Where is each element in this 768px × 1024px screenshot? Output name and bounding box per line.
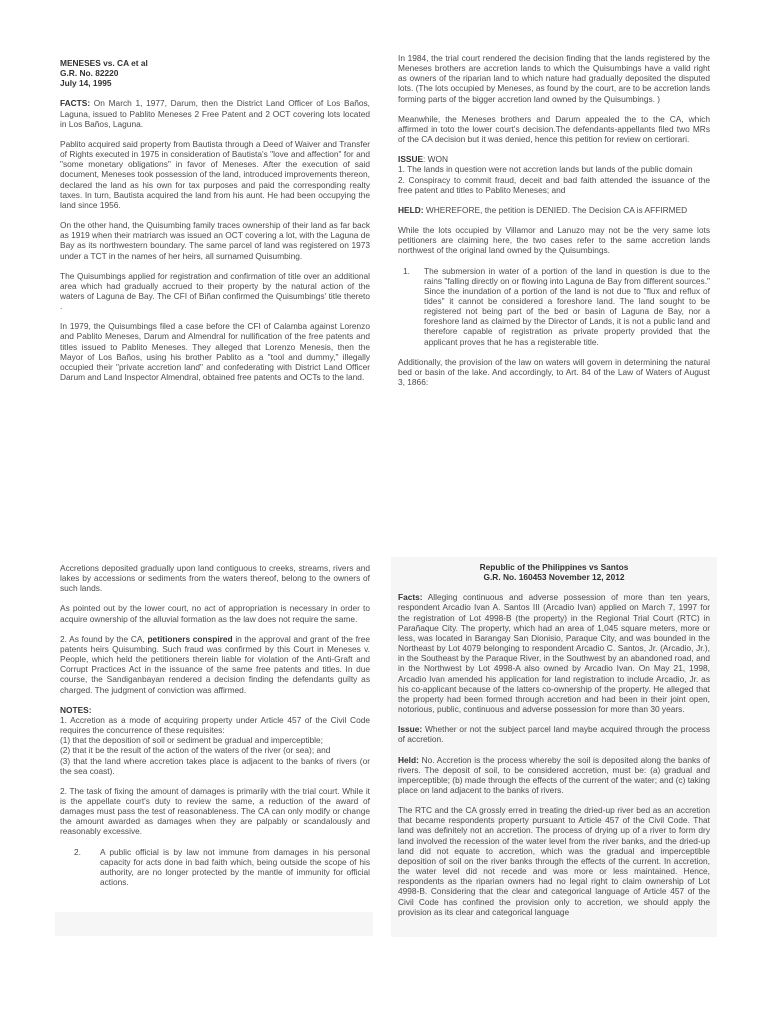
note-item: 1. Accretion as a mode of acquiring property under Article 457 of the Civil Code requires the concurrence of these requisites: (60, 714, 370, 736)
case-number: G.R. No. 160453 November 12, 2012 (483, 572, 625, 583)
issue-paragraph (398, 724, 710, 744)
list-number: 1. (403, 265, 410, 276)
top-left-column (60, 58, 370, 392)
paragraph: Accretions deposited gradually upon land contiguous to creeks, streams, rivers and lakes by accessions or sediments from the waters thereof, belong to the owners of such lands. (60, 563, 370, 594)
issue-text: Whether or not the subject parcel land maybe acquired through the process of accretion. (398, 724, 710, 745)
issue-value: : WON (423, 154, 449, 165)
shaded-panel-small (55, 912, 373, 936)
case-title: MENESES vs. CA et al (60, 58, 148, 68)
paragraph: The Quisumbings applied for registration and confirmation of title over an additional area which had gradually accrued to their property by the natural action of the waters of Laguna de Bay. The CFI of Biñan confirmed the Quisumbings' title thereto . (60, 270, 370, 312)
list-text: A public official is by law not immune from damages in his personal capacity for acts done in bad faith which, being outside the scope of his authority, are no longer protected by the mantle of immunity for official actions. (100, 846, 370, 888)
issue-label: Issue: (398, 724, 423, 735)
paragraph: The RTC and the CA grossly erred in treating the dried-up river bed as an accretion that became respondents property pursuant to Article 457 of the Civil Code. That land was definitely not an accretion. The process of drying up of a river to form dry land involved the recession of the water level from the river banks, and the dried-up land did not equate to accretion, which was the gradual and imperceptible deposition of soil on the river banks through the effects of the current. In accretion, the water level did not recede and was more or less maintained. Hence, respondents as the riparian owners had no legal right to claim ownership of Lot 4998-B. Considering that the clear and categorical language of Article 457 of the Civil Code has confined the provision only to accretion, we should apply the provision as its clear and categorical language (398, 805, 710, 917)
held-text: WHEREFORE, the petition is DENIED. The Decision CA is AFFIRMED (423, 204, 688, 215)
note-subitem: (3) that the land where accretion takes place is adjacent to the banks of rivers (or the sea coast). (60, 755, 370, 776)
held-paragraph (398, 205, 710, 215)
list-item (398, 266, 710, 347)
bold-phrase: petitioners conspired (147, 633, 233, 644)
paragraph: Additionally, the provision of the law on waters will govern in determining the natural bed or basin of the lake. And accordingly, to Art. 84 of the Law of Waters of August 3, 1866: (398, 356, 710, 388)
paragraph: On the other hand, the Quisumbing family traces ownership of their land as far back as 1919 when their matriarch was issued an OCT covering a lot, with the Laguna de Bay as its northwestern boundary. The same parcel of land was registered on 1973 under a TCT in the names of her heirs, all surnamed Quisumbing. (60, 220, 370, 261)
held-text: No. Accretion is the process whereby the soil is deposited along the banks of rivers. The deposit of soil, to be considered accretion, must be: (a) gradual and imperceptible; (b) made through the effects of the current of the water; and (c) taking place on land adjacent to the banks of rivers. (398, 754, 710, 795)
facts-text: Alleging continuous and adverse possession of more than ten years, respondent Arcadio Ivan A. Santos III (Arcadio Ivan) applied on March 7, 1997 for the registration of Lot 4998-B (the property) in the Regional Trial Court (RTC) in Parañaque City. The property, which had an area of 1,045 square meters, more or less, was located in Barangay San Dionisio, Paraque City, and was bounded in the Northeast by Lot 4079 belonging to respondent Arcadio C. Santos, Jr. (Arcadio, Jr.), in the Southeast by the Paraque River, in the Southwest by an abandoned road, and in the Northwest by Lot 4998-A also owned by Arcadio Ivan. On May 21, 1998, Arcadio Ivan amended his application for land registration to include Arcadio, Jr. as his co-applicant because of the latters co-ownership of the property. He alleged that the property had been formed through accretion and had been in their joint open, notorious, public, continuous and adverse possession for more than 30 years. (398, 592, 710, 715)
held-label: Held: (398, 754, 419, 765)
held-paragraph (398, 755, 710, 796)
paragraph: While the lots occupied by Villamor and Lanuzo may not be the very same lots petitioners are claiming here, the two cases refer to the same accretion lands northwest of the original land owned by the Quisumbings. (398, 225, 710, 256)
paragraph: In 1979, the Quisumbings filed a case before the CFI of Calamba against Lorenzo and Pablito Meneses, Darum and Almendral for nullification of the free patents and titles issued to Pablito Meneses. They alleged that Lorenzo Menesis, then the Mayor of Los Baños, using his brother Pablito as a "tool and dummy," illegally occupied their "private accretion land" and confederating with District Land Officer Darum and Land Inspector Almendral, obtained free patents and OCTs to the land. (60, 321, 370, 383)
issue-item: 1. The lands in question were not accretion lands but lands of the public domain (398, 164, 693, 175)
case-date: July 14, 1995 (60, 78, 112, 89)
case-title: Republic of the Philippines vs Santos (479, 562, 629, 572)
case-heading (60, 58, 370, 88)
list-item (74, 847, 370, 888)
note-subitem: (1) that the deposition of soil or sediment be gradual and imperceptible; (60, 735, 323, 746)
paragraph: As pointed out by the lower court, no act of appropriation is necessary in order to acquire ownership of the alluvial formation as the law does not require the same. (60, 603, 370, 624)
list-number: 2. (74, 846, 81, 857)
paragraph: In 1984, the trial court rendered the decision finding that the lands registered by the Meneses brothers are accretion lands to which the Quisumbings have a valid right as owners of the riparian land to which nature had gradually deposited the disputed lots. (The lots occupied by Meneses, as found by the court, are to be accretion lands forming parts of the bigger accretion land owned by the Quisumbings. ) (398, 53, 710, 104)
facts-paragraph (398, 592, 710, 714)
issue-label: ISSUE (398, 154, 424, 165)
facts-paragraph (60, 98, 370, 128)
paragraph: 2. The task of fixing the amount of damages is primarily with the trial court. While it is the appellate court's duty to review the same, a reduction of the award of damages must pass the test of reasonableness. The CA can only modify or change the amount awarded as damages when they are palpably or scandalously and reasonably excessive. (60, 785, 370, 837)
case-heading (398, 562, 710, 582)
notes-block (60, 705, 370, 776)
notes-label: NOTES: (60, 704, 92, 715)
top-right-column (398, 53, 710, 397)
issue-item: 2. Conspiracy to commit fraud, deceit and bad faith attended the issuance of the free patent and titles to Pablito Meneses; and (398, 174, 710, 195)
bottom-right-column (398, 562, 710, 927)
bottom-left-column (60, 563, 370, 897)
note-subitem: (2) that it be the result of the action of the waters of the river (or sea); and (60, 745, 331, 756)
case-number: G.R. No. 82220 (60, 68, 119, 79)
text-prefix: 2. As found by the CA, (60, 633, 148, 644)
text-rest: in the approval and grant of the free patents heirs Quisumbing. Such fraud was confirmed by this Court in Meneses v. People, which held the petitioners therein liable for violation of the Anti-Graft and Corrupt Practices Act in the issuance of the same free patents and titles. In due course, the Sandiganbayan rendered a decision finding the defendants guilty as charged. The judgment of conviction was affirmed. (60, 633, 370, 695)
conspiracy-paragraph (60, 634, 370, 695)
list-text: The submersion in water of a portion of the land in question is due to the rains "falling directly on or flowing into Laguna de Bay from different sources." Since the inundation of a portion of the land is not due to "flux and reflux of tides" it cannot be considered a foreshore land. The land sought to be registered not being part of the bed or basin of Laguna de Bay, nor a foreshore land as claimed by the Director of Lands, it is not a public land and therefore capable of registration as private property provided that the applicant proves that he has a registerable title. (424, 265, 710, 347)
held-label: HELD: (398, 204, 424, 215)
paragraph: Meanwhile, the Meneses brothers and Darum appealed the to the CA, which affirmed in toto the lower court's decision.The defendants-appellants filed two MRs of the CA decision but it was denied, hence this petition for review on certiorari. (398, 113, 710, 145)
facts-label: Facts: (398, 592, 423, 603)
facts-label: FACTS: (60, 98, 91, 109)
issue-block (398, 154, 710, 195)
paragraph: Pablito acquired said property from Bautista through a Deed of Waiver and Transfer of Rights executed in 1975 in consideration of Bautista's "love and affection" for and "some monetary obligations" in favor of Meneses. After the execution of said document, Meneses took possession of the land, introduced improvements thereon, declared the land as his own for tax purposes and paid the corresponding realty taxes. In turn, Bautista acquired the land from his aunt. He had been occupying the land since 1956. (60, 138, 370, 210)
facts-text: On March 1, 1977, Darum, then the District Land Officer of Los Baños, Laguna, issued to Pablito Meneses 2 Free Patent and 2 OCT covering lots located in Los Baños, Laguna. (60, 98, 370, 129)
